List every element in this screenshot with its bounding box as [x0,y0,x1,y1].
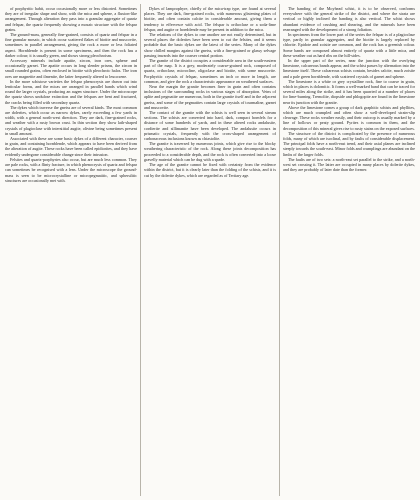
paragraph: In the more schistose varieties the felspar phenocrysts are drawn out into lenticular forms, and the micas are arranged in parallel bands which wind round the larger crystals, producing an augen structure. Under the microscope the quartz shows undulose extinction and the felspars are bent and fractured, the cracks being filled with secondary quartz. [5,78,137,105]
paragraph: The limestone is a white or grey crystalline rock, fine to coarse in grain, which in places is dolomitic. It forms a well-marked band that can be traced for several miles along the strike, and it has been quarried at a number of places for lime-burning. Tremolite, diopside and phlogopite are found in the limestone near its junction with the granite. [283,78,415,105]
paragraph: In the upper part of the series, near the junction with the overlying limestone, calcareous bands appear, and the schist passes by alternation into the limestone itself. These calcareous schists contain, besides calcite, much zoisite and a pale green hornblende, with scattered crystals of garnet and sphene. [283,58,415,79]
paragraph: The banding of the Moyhead schist, it is to be observed, conforms everywhere with the general strike of the district, and where the strata are vertical or highly inclined the banding is also vertical. The schist shows abundant evidence of crushing and shearing, and the minerals have been rearranged with the development of a strong foliation. [283,6,415,32]
paragraph: Felsites and quartz-porphyries also occur, but are much less common. They are pale rocks, with a flinty fracture, in which phenocrysts of quartz and felspar can sometimes be recognised with a lens. Under the microscope the ground-mass is seen to be microcrystalline or micropegmatitic, and spherulitic structures are occasionally met with. [5,156,137,183]
text-column-right [283,6,415,496]
paragraph: The dykes which traverse the gneiss are of several kinds. The most common are dolerites, which occur as narrow dykes, rarely exceeding a few yards in width, with a general north-west direction. They are dark, fine-grained rocks, and weather with a rusty brown crust. In thin section they show lath-shaped crystals of plagioclase with interstitial augite, olivine being sometimes present in small amount. [5,104,137,136]
paragraph: Near the margin the granite becomes finer in grain and often contains inclusions of the surrounding rocks in various stages of absorption. Veins of aplite and pegmatite are numerous, both in the granite itself and in the adjacent gneiss, and some of the pegmatites contain large crystals of tourmaline, garnet and muscovite. [144,84,276,110]
paragraph: In specimens from the lower part of the series the felspar is of a plagioclase type, partly in granular aggregates, and the biotite is largely replaced by chlorite. Epidote and zoisite are common, and the rock has a greenish colour. Some bands are composed almost entirely of quartz with a little mica, and these weather out as hard ribs on the hill-sides. [283,32,415,58]
text-column-middle [144,6,276,496]
text-columns [5,6,415,496]
paragraph: Dykes of lamprophyre, chiefly of the mica-trap type, are found at several places. They are dark, fine-grained rocks, with numerous glistening plates of biotite, and often contain calcite in considerable amount, giving them a tendency to effervesce with acid. The felspar is orthoclase or a soda-lime felspar, and augite or hornblende may be present in addition to the mica. [144,6,276,32]
paragraph: The granite is traversed by numerous joints, which give rise to the blocky weathering characteristic of the rock. Along these joints decomposition has proceeded to a considerable depth, and the rock is often converted into a loose gravelly material which can be dug with a spade. [144,141,276,162]
paragraph: Associated with these are some basic dykes of a different character, coarser in grain, and containing hornblende, which appears to have been derived from the alteration of augite. These rocks have been called epidiorites, and they have evidently undergone considerable change since their intrusion. [5,136,137,157]
paragraph: The relations of the dykes to one another are not easily determined, but in several places the dolerites have been seen to cut the felsites, and it seems probable that the basic dykes are the latest of the series. Many of the dykes show chilled margins against the gneiss, with a fine-grained or glassy selvage passing inwards into the coarser central portion. [144,32,276,58]
paragraph: Accessory minerals include apatite, zircon, iron ores, sphene and occasionally garnet. The apatite occurs in long slender prisms, the zircon in small rounded grains, often enclosed in biotite with pleochroic halos. The iron ores are magnetite and ilmenite, the latter frequently altered to leucoxene. [5,58,137,79]
paragraph: of porphyritic habit, occur occasionally more or less distorted. Sometimes they are of irregular shape and show, with the mica and sphene, a fluxion-like arrangement. Through alteration they pass into a granular aggregate of quartz and felspar, the quartz frequently showing a mosaic structure with the felspar grains. [5,6,137,32]
paragraph: The age of the granite cannot be fixed with certainty from the evidence within the district, but it is clearly later than the folding of the schists, and it is cut by the dolerite dykes, which are regarded as of Tertiary age. [144,162,276,178]
paragraph: The ground-mass, generally fine-grained, consists of quartz and felspar in a fine granular mosaic, in which occur scattered flakes of biotite and muscovite, sometimes in parallel arrangement, giving the rock a more or less foliated aspect. Hornblende is present in some specimens, and then the rock has a darker colour; it is usually green, and shows strong pleochroism. [5,32,137,58]
column-rule [279,4,280,496]
paragraph: The granite of the district occupies a considerable area in the south-eastern part of the map. It is a grey, moderately coarse-grained rock, composed of quartz, orthoclase, microcline, oligoclase and biotite, with some muscovite. Porphyritic crystals of felspar, sometimes an inch or more in length, are common, and give the rock a characteristic appearance on weathered surfaces. [144,58,276,84]
column-rule [140,4,141,496]
paragraph: The faults are of two sets: a north-east set parallel to the strike, and a north-west set crossing it. The latter are occupied in many places by dolerite dykes, and they are probably of later date than the former. [283,156,415,173]
paragraph: Above the limestone comes a group of dark graphitic schists and phyllites, which are much crumpled and often show a well-developed strain-slip cleavage. These rocks weather easily, and their outcrop is usually marked by a line of hollows or peaty ground. Pyrites is common in them, and the decomposition of this mineral gives rise to rusty stains on the exposed surfaces. [283,104,415,131]
text-column-left [5,6,137,496]
paragraph: The contact of the granite with the schists is well seen in several stream sections. The schists are converted into hard, dark, compact hornfels for a distance of some hundreds of yards, and in these altered rocks andalusite, cordierite and sillimanite have been developed. The andalusite occurs in prismatic crystals, frequently with the cross-shaped arrangement of carbonaceous inclusions known as chiastolite. [144,110,276,142]
paragraph: The structure of the district is complicated by the presence of numerous folds, many of which are isoclinal, and by faults of considerable displacement. The principal folds have a north-east trend, and their axial planes are inclined steeply towards the south-east. Minor folds and crumplings are abundant on the limbs of the larger folds. [283,130,415,157]
